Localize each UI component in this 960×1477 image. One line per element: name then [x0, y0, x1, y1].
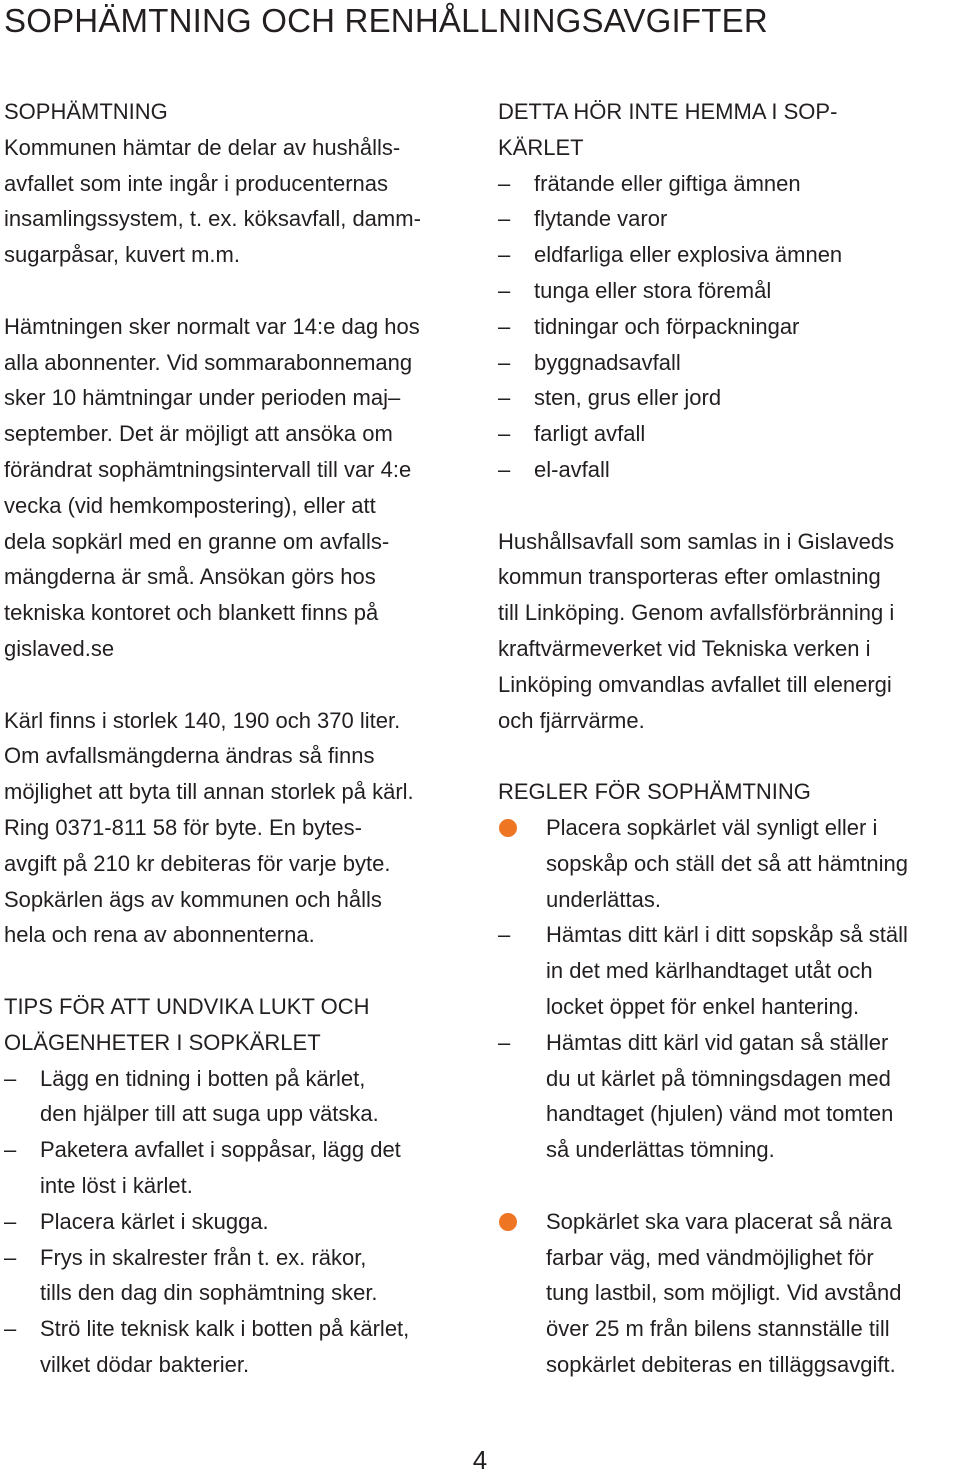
text-line: – Paketera avfallet i soppåsar, lägg det [40, 1137, 401, 1163]
list-item [498, 917, 960, 1024]
text-line: du ut kärlet på tömningsdagen med [546, 1065, 891, 1091]
text-line: Hämtningen sker normalt var 14:e dag hos [4, 313, 420, 339]
text-line: gislaved.se [4, 635, 115, 661]
text-line: alla abonnenter. Vid sommarabonnemang [4, 349, 413, 375]
list-item: – el-avfall [498, 452, 960, 488]
sophamtning-heading: SOPHÄMTNING [4, 99, 168, 124]
text-line: Om avfallsmängderna ändras så finns [4, 743, 375, 769]
list-item: – frätande eller giftiga ämnen [498, 166, 960, 202]
text-line: över 25 m från bilens stannställe till [546, 1316, 890, 1342]
text-line: Placera sopkärlet väl synligt eller i [546, 814, 878, 840]
list-item [498, 1025, 960, 1168]
text-line: tung lastbil, som möjligt. Vid avstånd [546, 1280, 902, 1306]
heading-line: OLÄGENHETER I SOPKÄRLET [4, 1029, 321, 1055]
text-line: Kommunen hämtar de delar av hushålls- [4, 134, 401, 160]
text-line: – Frys in skalrester från t. ex. räkor, [40, 1244, 367, 1270]
list-item [4, 1132, 474, 1204]
list-item [4, 1240, 474, 1312]
text-line: handtaget (hjulen) vänd mot tomten [546, 1101, 894, 1127]
text-line: vecka (vid hemkompostering), eller att [4, 492, 376, 518]
heading-line: TIPS FÖR ATT UNDVIKA LUKT OCH [4, 993, 370, 1019]
text-line: sker 10 hämtningar under perioden maj– [4, 385, 401, 411]
list-item [4, 1311, 474, 1383]
text-line: avfallet som inte ingår i producenternas [4, 170, 388, 196]
text-line: avgift på 210 kr debiteras för varje byte. [4, 850, 391, 876]
text-line: kommun transporteras efter omlastning [498, 564, 881, 590]
text-line: – Lägg en tidning i botten på kärlet, [40, 1065, 366, 1091]
text-line: sugarpåsar, kuvert m.m. [4, 242, 240, 268]
text-line: den hjälper till att suga upp vätska. [40, 1101, 379, 1127]
text-line: tekniska kontoret och blankett finns på [4, 600, 379, 626]
list-item: – farligt avfall [498, 416, 960, 452]
text-line: inte löst i kärlet. [40, 1172, 193, 1198]
text-line: – Placera kärlet i skugga. [40, 1208, 269, 1234]
text-line: farbar väg, med vändmöjlighet för [546, 1244, 874, 1270]
text-line: september. Det är möjligt att ansöka om [4, 421, 393, 447]
list-item: – byggnadsavfall [498, 345, 960, 381]
text-line: – Hämtas ditt kärl vid gatan så ställer [546, 1029, 889, 1055]
heading-line: KÄRLET [498, 134, 584, 160]
text-line: insamlingssystem, t. ex. köksavfall, damm- [4, 206, 421, 232]
text-line: förändrat sophämtningsintervall till var 4:e [4, 456, 412, 482]
text-line: till Linköping. Genom avfallsförbränning i [498, 600, 895, 626]
list-item [4, 1061, 474, 1133]
text-line: Sopkärlen ägs av kommunen och hålls [4, 886, 382, 912]
right-column [498, 94, 960, 1383]
text-line: tills den dag din sophämtning sker. [40, 1280, 378, 1306]
text-line: locket öppet för enkel hantering. [546, 993, 860, 1019]
list-item: – eldfarliga eller explosiva ämnen [498, 237, 960, 273]
page-title: SOPHÄMTNING OCH RENHÅLLNINGSAVGIFTER [4, 2, 768, 39]
text-line: Sopkärlet ska vara placerat så nära [546, 1208, 893, 1234]
tips-heading [4, 989, 474, 1061]
list-item: – sten, grus eller jord [498, 380, 960, 416]
text-line: Linköping omvandlas avfallet till elenergi [498, 671, 892, 697]
text-line: dela sopkärl med en granne om avfalls- [4, 528, 390, 554]
text-line: – Hämtas ditt kärl i ditt sopskåp så ställ [546, 922, 908, 948]
text-line: Kärl finns i storlek 140, 190 och 370 liter. [4, 707, 401, 733]
list-item: – tunga eller stora föremål [498, 273, 960, 309]
text-line: – Strö lite teknisk kalk i botten på kärlet, [40, 1316, 410, 1342]
tips-list [4, 1061, 474, 1383]
page-number: 4 [472, 1445, 488, 1475]
sophamtning-intro [4, 130, 474, 273]
text-line: mängderna är små. Ansökan görs hos [4, 564, 376, 590]
regler-heading: REGLER FÖR SOPHÄMTNING [498, 779, 811, 805]
regler-list [498, 810, 960, 1383]
inte-hemma-heading [498, 94, 960, 166]
list-item: – flytande varor [498, 201, 960, 237]
list-item [498, 810, 960, 917]
text-line: in det med kärlhandtaget utåt och [546, 958, 873, 984]
text-line: Ring 0371-811 58 för byte. En bytes- [4, 814, 362, 840]
hushall-paragraph [498, 524, 960, 739]
text-line: underlättas. [546, 886, 661, 912]
text-line: så underlättas tömning. [546, 1137, 775, 1163]
karl-paragraph [4, 703, 474, 954]
text-line: Hushållsavfall som samlas in i Gislaveds [498, 528, 895, 554]
inte-hemma-list [498, 166, 960, 488]
hamtning-paragraph [4, 309, 474, 667]
list-item [4, 1204, 474, 1240]
text-line: hela och rena av abonnenterna. [4, 922, 315, 948]
text-line: vilket dödar bakterier. [40, 1351, 250, 1377]
text-line: kraftvärmeverket vid Tekniska verken i [498, 635, 871, 661]
text-line: möjlighet att byta till annan storlek på kärl. [4, 779, 414, 805]
text-line: sopskåp och ställ det så att hämtning [546, 850, 908, 876]
left-column [4, 94, 474, 1383]
text-line: och fjärrvärme. [498, 707, 645, 733]
text-line: sopkärlet debiteras en tilläggsavgift. [546, 1351, 896, 1377]
heading-line: DETTA HÖR INTE HEMMA I SOP- [498, 99, 838, 124]
list-item [498, 1204, 960, 1383]
list-item: – tidningar och förpackningar [498, 309, 960, 345]
